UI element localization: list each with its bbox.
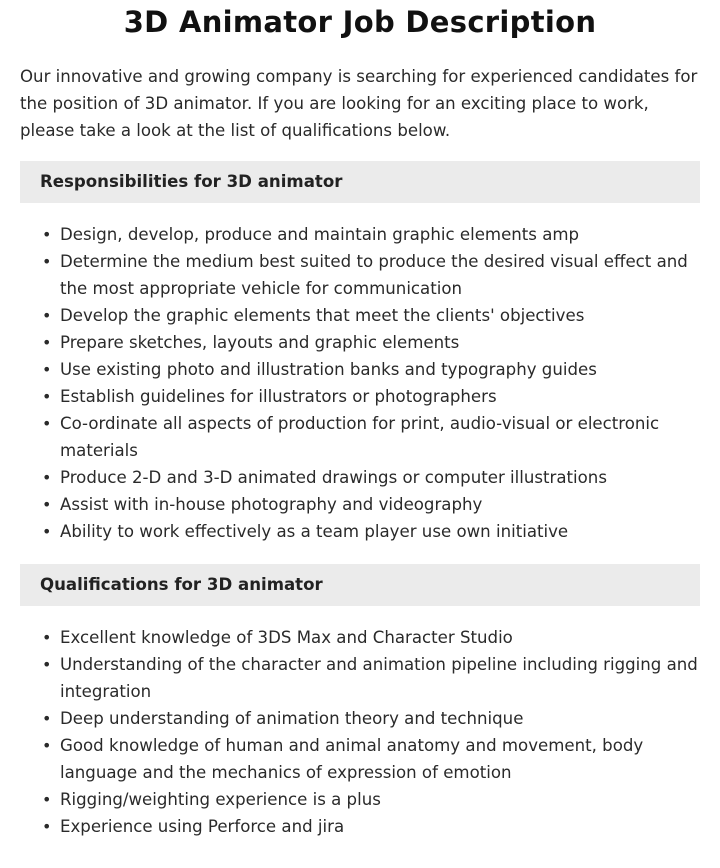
list-item-text: Rigging/weighting experience is a plus	[60, 790, 381, 809]
list-item-text: Ability to work effectively as a team player use own initiative	[60, 522, 569, 541]
list-item	[42, 624, 700, 651]
list-item	[42, 705, 700, 732]
list-item	[42, 732, 700, 786]
list-item-text: Good knowledge of human and animal anatomy and movement, body language and the mechanics of expression of emotion	[60, 736, 644, 782]
list-item-text: Co-ordinate all aspects of production for print, audio-visual or electronic materials	[60, 414, 660, 460]
list-item-text: Establish guidelines for illustrators or photographers	[60, 387, 497, 406]
bullet-icon: •	[42, 468, 52, 487]
bullet-icon: •	[42, 817, 52, 836]
list-item-text: Prepare sketches, layouts and graphic elements	[60, 333, 460, 352]
bullet-icon: •	[42, 333, 52, 352]
bullet-icon: •	[42, 225, 52, 244]
bullet-icon: •	[42, 306, 52, 325]
qualifications-list	[20, 624, 700, 840]
intro-paragraph: Our innovative and growing company is searching for experienced candidates for the position of 3D animator. If you are looking for an exciting place to work, please take a look at the list of qualifications below.	[20, 67, 698, 140]
list-item	[42, 356, 700, 383]
bullet-icon: •	[42, 414, 52, 433]
list-item-text: Develop the graphic elements that meet the clients' objectives	[60, 306, 585, 325]
list-item	[42, 464, 700, 491]
qualifications-heading: Qualifications for 3D animator	[20, 564, 700, 606]
list-item-text: Use existing photo and illustration banks and typography guides	[60, 360, 597, 379]
page-title: 3D Animator Job Description	[123, 5, 597, 39]
bullet-icon: •	[42, 655, 52, 674]
list-item-text: Deep understanding of animation theory and technique	[60, 709, 524, 728]
list-item	[42, 383, 700, 410]
list-item	[42, 302, 700, 329]
bullet-icon: •	[42, 495, 52, 514]
list-item-text: Determine the medium best suited to produce the desired visual effect and the most appropriate vehicle for communication	[60, 252, 688, 298]
list-item-text: Produce 2-D and 3-D animated drawings or computer illustrations	[60, 468, 607, 487]
list-item-text: Experience using Perforce and jira	[60, 817, 345, 836]
bullet-icon: •	[42, 736, 52, 755]
responsibilities-heading: Responsibilities for 3D animator	[20, 161, 700, 203]
list-item	[42, 651, 700, 705]
list-item	[42, 786, 700, 813]
list-item-text: Excellent knowledge of 3DS Max and Character Studio	[60, 628, 513, 647]
list-item	[42, 221, 700, 248]
list-item	[42, 813, 700, 840]
list-item-text: Design, develop, produce and maintain graphic elements amp	[60, 225, 580, 244]
list-item-text: Assist with in-house photography and videography	[60, 495, 483, 514]
bullet-icon: •	[42, 387, 52, 406]
list-item	[42, 518, 700, 545]
bullet-icon: •	[42, 628, 52, 647]
list-item-text: Understanding of the character and animation pipeline including rigging and integration	[60, 655, 698, 701]
responsibilities-list	[20, 221, 700, 545]
bullet-icon: •	[42, 522, 52, 541]
bullet-icon: •	[42, 790, 52, 809]
list-item	[42, 248, 700, 302]
bullet-icon: •	[42, 709, 52, 728]
list-item	[42, 491, 700, 518]
list-item	[42, 329, 700, 356]
bullet-icon: •	[42, 360, 52, 379]
list-item	[42, 410, 700, 464]
bullet-icon: •	[42, 252, 52, 271]
